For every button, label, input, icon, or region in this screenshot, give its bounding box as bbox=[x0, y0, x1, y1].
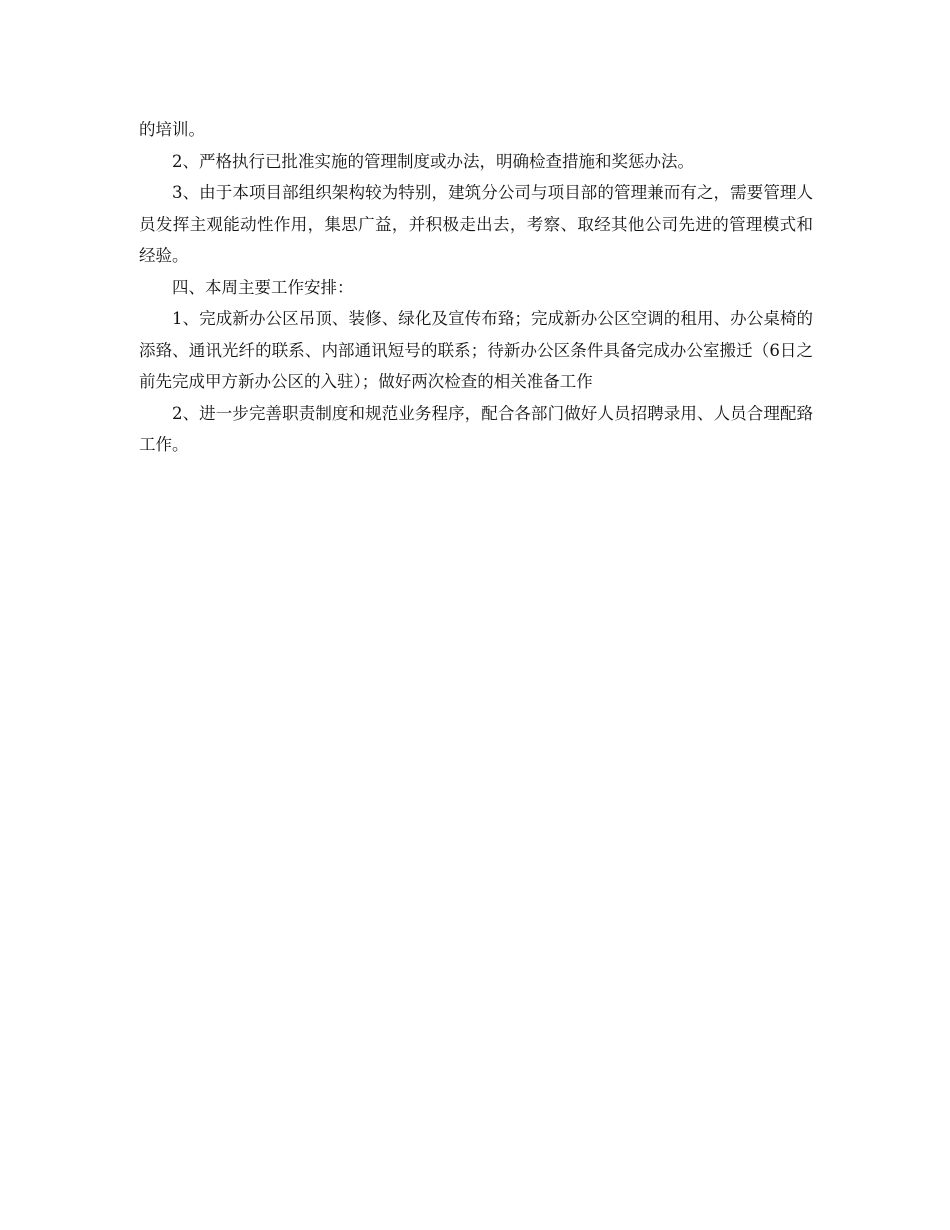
paragraph-plan-2: 2、进一步完善职责制度和规范业务程序，配合各部门做好人员招聘录用、人员合理配臵工作。 bbox=[139, 403, 813, 454]
paragraph-item-2: 2、严格执行已批准实施的管理制度或办法，明确检查措施和奖惩办法。 bbox=[172, 151, 694, 171]
paragraph-continuation: 的培训。 bbox=[139, 120, 205, 139]
document-body bbox=[139, 114, 813, 461]
paragraph-plan-1: 1、完成新办公区吊顶、装修、绿化及宣传布臵；完成新办公区空调的租用、办公桌椅的添臵、通讯光纤的联系、内部通讯短号的联系；待新办公区条件具备完成办公室搬迁（6日之前先完成甲方新办公区的入驻）；做好两次检查的相关准备工作 bbox=[139, 309, 813, 391]
section-heading-four: 四、本周主要工作安排： bbox=[172, 277, 354, 297]
paragraph-item-3: 3、由于本项目部组织架构较为特别，建筑分公司与项目部的管理兼而有之，需要管理人员发挥主观能动性作用，集思广益，并积极走出去，考察、取经其他公司先进的管理模式和经验。 bbox=[139, 183, 813, 265]
